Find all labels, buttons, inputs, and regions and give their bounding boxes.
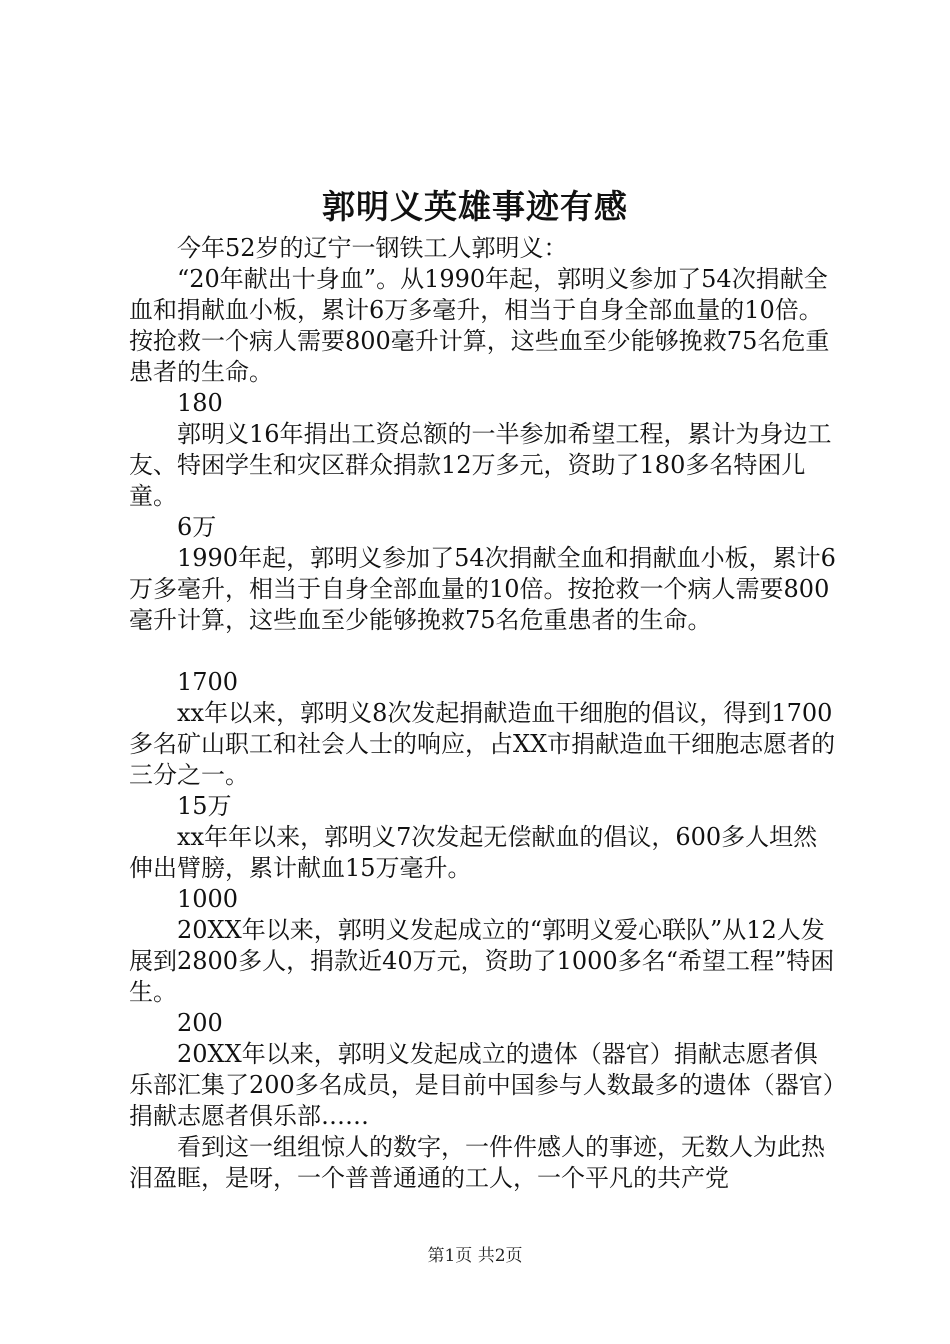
document-title: 郭明义英雄事迹有感: [322, 187, 628, 226]
paragraph-stem-cell: xx年以来，郭明义8次发起捐献造血干细胞的倡议，得到1700多名矿山职工和社会人士的响应，占XX市捐献造血干细胞志愿者的三分之一。: [129, 699, 836, 789]
paragraph-love-team: 20XX年以来，郭明义发起成立的“郭明义爱心联队”从12人发展到2800多人，捐款近40万元，资助了1000多名“希望工程”特困生。: [129, 916, 835, 1006]
paragraph-since-1990: 1990年起，郭明义参加了54次捐献全血和捐献血小板，累计6万多毫升，相当于自身全部血量的10倍。按抢救一个病人需要800毫升计算，这些血至少能够挽救75名危重患者的生命。: [129, 544, 836, 634]
paragraph-heading-1000: 1000: [177, 885, 239, 913]
paragraph-intro: 今年52岁的辽宁一钢铁工人郭明义：: [177, 234, 568, 262]
paragraph-free-blood: xx年年以来，郭明义7次发起无偿献血的倡议，600多人坦然伸出臂膀，累计献血15万毫升。: [129, 823, 818, 882]
paragraph-organ-club: 20XX年以来，郭明义发起成立的遗体（器官）捐献志愿者俱乐部汇集了200多名成员，是目前中国参与人数最多的遗体（器官）捐献志愿者俱乐部……: [129, 1040, 835, 1130]
paragraph-blood-donation: “20年献出十身血”。从1990年起，郭明义参加了54次捐献全血和捐献血小板，累计6万多毫升，相当于自身全部血量的10倍。按抢救一个病人需要800毫升计算，这些血至少能够挽救75名危重患者的生命。: [129, 265, 830, 386]
paragraph-heading-1700: 1700: [177, 668, 239, 696]
page-footer: 第1页 共2页: [427, 1246, 523, 1266]
document-body: [129, 233, 841, 1194]
paragraph-heading-6wan: 6万: [177, 513, 217, 541]
paragraph-heading-200: 200: [177, 1009, 223, 1037]
paragraph-heading-15wan: 15万: [177, 792, 232, 820]
paragraph-conclusion: 看到这一组组惊人的数字，一件件感人的事迹，无数人为此热泪盈眶，是呀，一个普普通通的工人，一个平凡的共产党: [129, 1133, 825, 1192]
paragraph-hope-project: 郭明义16年捐出工资总额的一半参加希望工程，累计为身边工友、特困学生和灾区群众捐款12万多元，资助了180多名特困儿童。: [129, 420, 832, 510]
paragraph-heading-180: 180: [177, 389, 223, 417]
